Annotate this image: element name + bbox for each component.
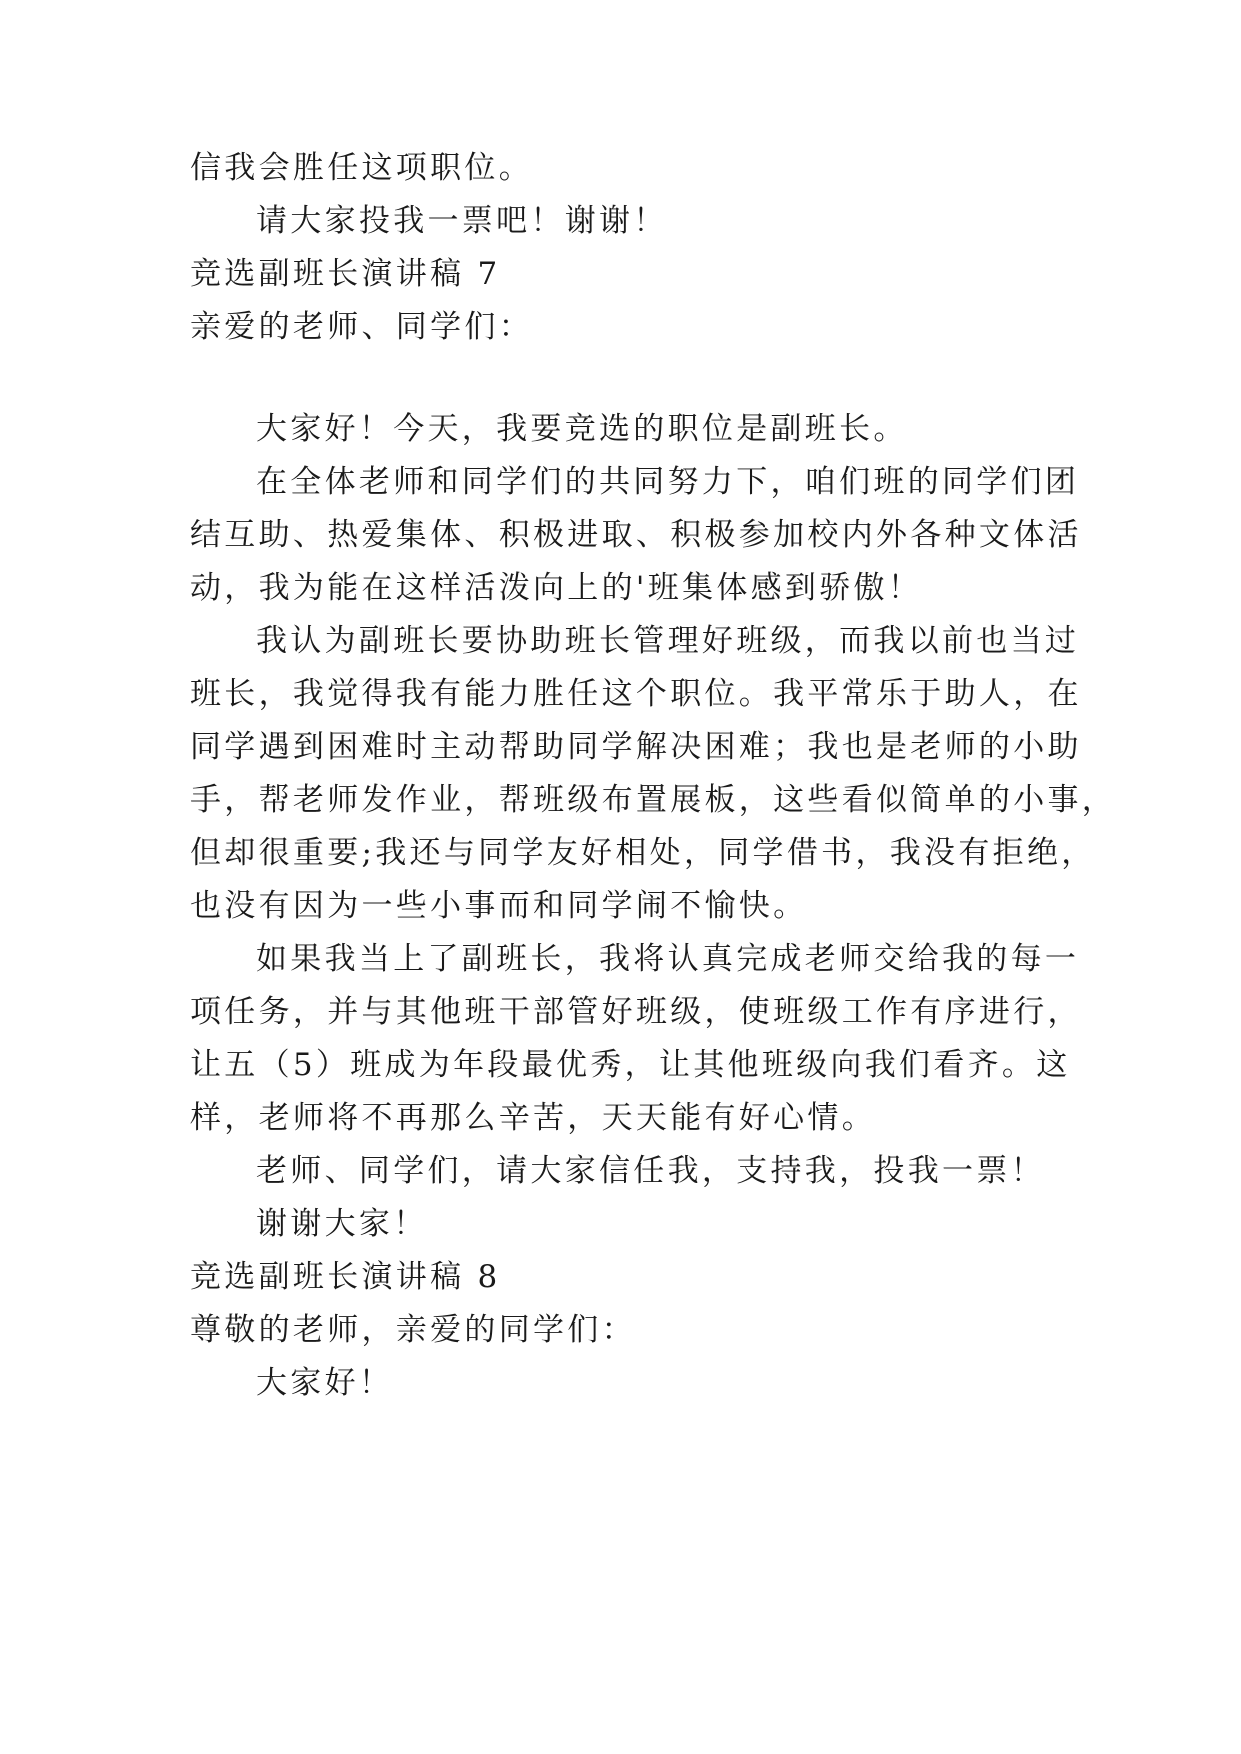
paragraph-line: 老师、同学们，请大家信任我，支持我，投我一票！ — [256, 1153, 1045, 1189]
paragraph-line: 请大家投我一票吧！谢谢！ — [256, 203, 668, 239]
section-heading: 竞选副班长演讲稿 7 — [190, 256, 501, 292]
paragraph-line: 大家好！ — [256, 1365, 394, 1401]
paragraph-line: 手，帮老师发作业，帮班级布置展板，这些看似简单的小事， — [190, 782, 1117, 818]
paragraph-line: 动，我为能在这样活泼向上的'班集体感到骄傲！ — [190, 570, 923, 606]
paragraph-line: 结互助、热爱集体、积极进取、积极参加校内外各种文体活 — [190, 517, 1082, 553]
paragraph-line: 同学遇到困难时主动帮助同学解决困难；我也是老师的小助 — [190, 729, 1082, 765]
paragraph-line: 如果我当上了副班长，我将认真完成老师交给我的每一 — [256, 941, 1080, 977]
paragraph-line: 我认为副班长要协助班长管理好班级，而我以前也当过 — [256, 623, 1080, 659]
paragraph-line: 但却很重要;我还与同学友好相处，同学借书，我没有拒绝， — [190, 835, 1096, 871]
salutation-line: 尊敬的老师，亲爱的同学们： — [190, 1312, 636, 1348]
paragraph-line: 信我会胜任这项职位。 — [190, 150, 533, 186]
paragraph-line: 也没有因为一些小事而和同学闹不愉快。 — [190, 888, 808, 924]
section-heading: 竞选副班长演讲稿 8 — [190, 1259, 501, 1295]
paragraph-line: 项任务，并与其他班干部管好班级，使班级工作有序进行， — [190, 994, 1082, 1030]
paragraph-line: 班长，我觉得我有能力胜任这个职位。我平常乐于助人，在 — [190, 676, 1082, 712]
salutation-line: 亲爱的老师、同学们： — [190, 309, 533, 345]
paragraph-line: 样，老师将不再那么辛苦，天天能有好心情。 — [190, 1100, 876, 1136]
paragraph-line: 谢谢大家！ — [256, 1206, 428, 1242]
paragraph-line: 让五（5）班成为年段最优秀，让其他班级向我们看齐。这 — [190, 1047, 1071, 1083]
paragraph-line: 在全体老师和同学们的共同努力下，咱们班的同学们团 — [256, 464, 1080, 500]
paragraph-line: 大家好！今天，我要竞选的职位是副班长。 — [256, 411, 908, 447]
